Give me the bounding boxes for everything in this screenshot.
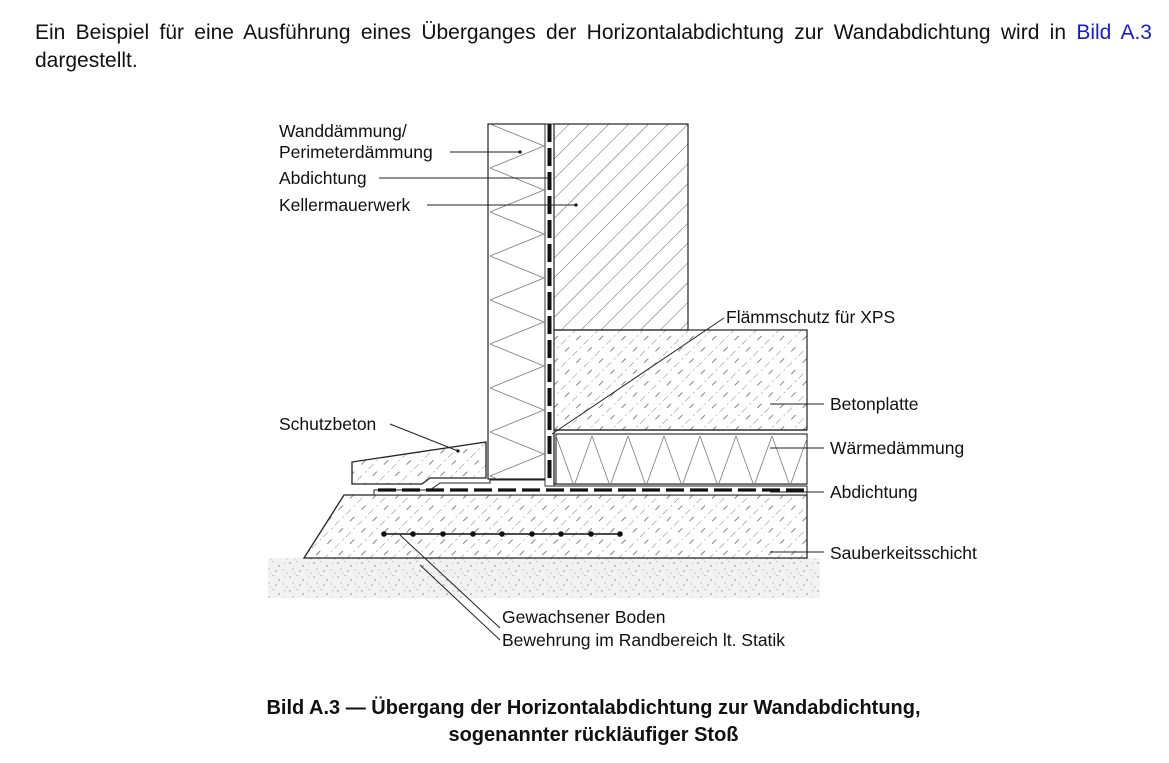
label-protective-concrete: Schutzbeton xyxy=(279,414,377,434)
label-concrete-slab: Betonplatte xyxy=(830,394,919,414)
label-wall-insulation-line2: Perimeterdämmung xyxy=(279,142,433,162)
caption-line1: Bild A.3 — Übergang der Horizontalabdichtung zur Wandabdichtung, xyxy=(266,697,921,719)
caption-line2: sogenannter rückläufiger Stoß xyxy=(448,724,739,746)
label-natural-soil: Gewachsener Boden xyxy=(502,607,666,627)
label-floor-insulation: Wärmedämmung xyxy=(830,438,965,458)
label-wall-waterproofing: Abdichtung xyxy=(279,168,367,188)
label-basement-masonry: Kellermauerwerk xyxy=(279,195,411,215)
cleanliness-layer xyxy=(304,495,807,558)
concrete-slab xyxy=(554,330,807,430)
label-wall-insulation-line1: Wanddämmung/ xyxy=(279,121,407,141)
label-flame-protection: Flämmschutz für XPS xyxy=(726,307,896,327)
label-cleanliness-layer: Sauberkeitsschicht xyxy=(830,543,977,563)
intro-text-before: Ein Beispiel für eine Ausführung eines Überganges der Horizontalabdichtung zur Wandabdichtung wird in xyxy=(35,21,1077,44)
basement-wall xyxy=(554,124,688,330)
protective-concrete xyxy=(352,442,486,484)
label-floor-waterproofing: Abdichtung xyxy=(830,482,918,502)
label-reinforcement: Bewehrung im Randbereich lt. Statik xyxy=(502,630,786,650)
figure-reference-link[interactable]: Bild A.3 xyxy=(1076,21,1152,44)
intro-text-after: dargestellt. xyxy=(35,49,138,72)
figure-caption xyxy=(0,695,1169,749)
